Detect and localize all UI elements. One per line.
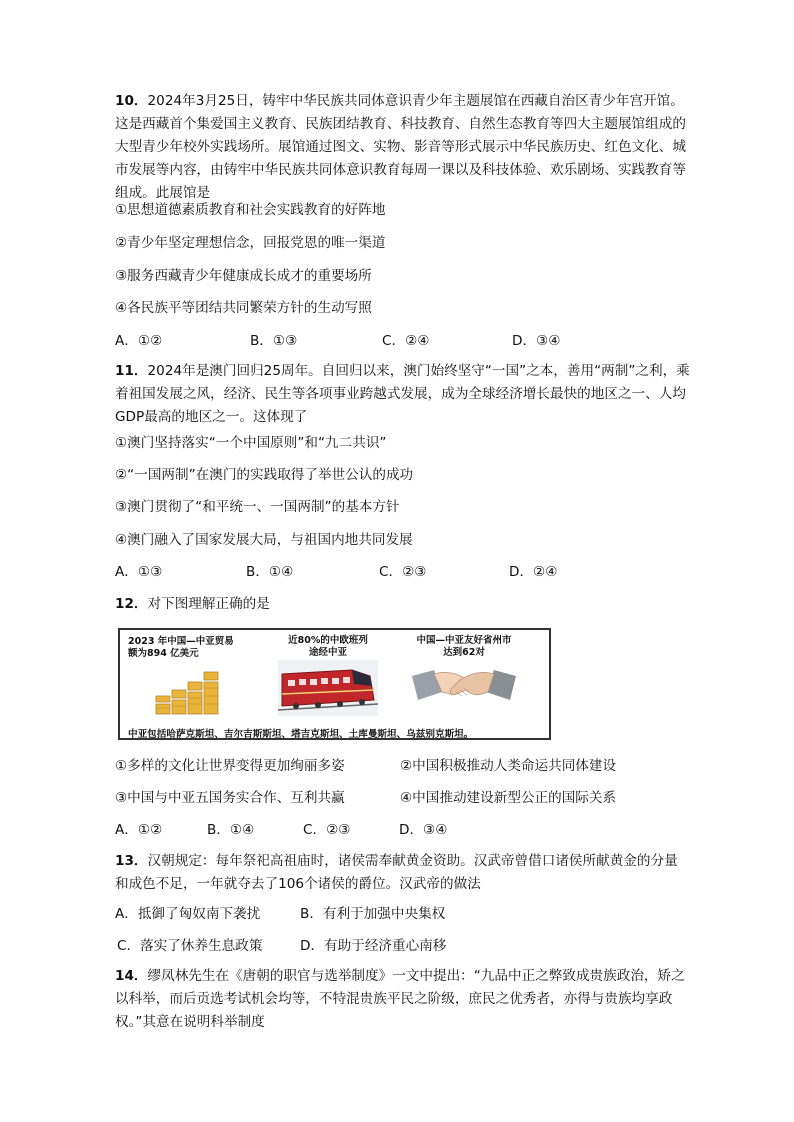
question-number: 13． [115, 853, 148, 869]
option-c[interactable]: C．落实了休养生息政策 [117, 938, 263, 954]
option-b[interactable]: B．①④ [246, 564, 294, 580]
q10-item-1: ①思想道德素质教育和社会实践教育的好阵地 [115, 202, 386, 218]
option-a[interactable]: A．①② [115, 822, 163, 838]
figure-friendship-text-1: 中国—中亚友好省州市 [416, 635, 512, 646]
option-c[interactable]: C．②④ [382, 333, 430, 349]
question-10-stem [115, 90, 690, 205]
q10-item-4: ④各民族平等团结共同繁荣方针的生动写照 [115, 300, 372, 316]
option-b[interactable]: B．①③ [250, 333, 298, 349]
figure-trade-text: 2023 年中国—中亚贸易额为894 亿美元 [128, 636, 234, 659]
question-11-stem [115, 360, 690, 429]
q11-item-4: ④澳门融入了国家发展大局，与祖国内地共同发展 [115, 532, 413, 548]
option-b[interactable]: B．有利于加强中央集权 [300, 906, 446, 922]
question-number: 10． [115, 93, 148, 109]
question-14-stem [115, 965, 690, 1034]
question-number: 11． [115, 363, 148, 379]
option-a[interactable]: A．抵御了匈奴南下袭扰 [115, 906, 261, 922]
option-d[interactable]: D．②④ [509, 564, 558, 580]
question-number: 12． [115, 596, 148, 612]
figure-friendship-text-2: 达到62对 [443, 647, 485, 658]
option-b[interactable]: B．①④ [207, 822, 255, 838]
q10-item-2: ②青少年坚定理想信念，回报党恩的唯一渠道 [115, 235, 386, 251]
question-text: 对下图理解正确的是 [147, 596, 270, 612]
option-d[interactable]: D．③④ [512, 333, 561, 349]
option-c[interactable]: C．②③ [379, 564, 427, 580]
option-a[interactable]: A．①③ [115, 564, 163, 580]
option-a[interactable]: A．①② [115, 333, 163, 349]
q11-item-2: ②“一国两制”在澳门的实践取得了举世公认的成功 [115, 467, 414, 483]
q11-item-1: ①澳门坚持落实“一个中国原则”和“九二共识” [115, 435, 387, 451]
q12-item-1: ①多样的文化让世界变得更加绚丽多姿 [115, 758, 345, 774]
option-c[interactable]: C．②③ [303, 822, 351, 838]
figure-train-text-1: 近80%的中欧班列 [288, 635, 368, 646]
q12-item-2: ②中国积极推动人类命运共同体建设 [400, 758, 617, 774]
handshake-icon [412, 662, 516, 716]
question-number: 14． [115, 968, 148, 984]
q12-item-3: ③中国与中亚五国务实合作、互利共赢 [115, 790, 345, 806]
china-central-asia-figure [118, 628, 551, 740]
q12-item-4: ④中国推动建设新型公正的国际关系 [400, 790, 617, 806]
gold-coins-icon [152, 664, 222, 716]
option-d[interactable]: D．有助于经济重心南移 [300, 938, 447, 954]
question-text: 2024年是澳门回归25周年。自回归以来，澳门始终坚守“一国”之本，善用“两制”之利，乘着祖国发展之风，经济、民生等各项事业跨越式发展，成为全球经济增长最快的地区之一、人均GDP最高的地区之一。这体现了 [115, 363, 690, 425]
question-text: 汉朝规定：每年祭祀高祖庙时，诸侯需奉献黄金资助。汉武帝曾借口诸侯所献黄金的分量和成色不足，一年就夺去了106个诸侯的爵位。汉武帝的做法 [115, 853, 678, 892]
question-13-stem [115, 850, 690, 896]
figure-caption: 中亚包括哈萨克斯坦、吉尔吉斯斯坦、塔吉克斯坦、土库曼斯坦、乌兹别克斯坦。 [128, 729, 474, 740]
question-12-stem [115, 593, 690, 616]
q11-item-3: ③澳门贯彻了“和平统一、一国两制”的基本方针 [115, 499, 400, 515]
question-text: 2024年3月25日，铸牢中华民族共同体意识青少年主题展馆在西藏自治区青少年宫开馆。这是西藏首个集爱国主义教育、民族团结教育、科技教育、自然生态教育等四大主题展馆组成的大型青少年校外实践场所。展馆通过图文、实物、影音等形式展示中华民族历史、红色文化、城市发展等内容，由铸牢中华民族共同体意识教育每周一课以及科技体验、欢乐剧场、实践教育等组成。此展馆是 [115, 93, 686, 201]
option-d[interactable]: D．③④ [399, 822, 448, 838]
question-text: 缪凤林先生在《唐朝的职官与选举制度》一文中提出：“九品中正之弊致成贵族政治，矫之以科举，而后贡选考试机会均等，不特混贵族平民之阶级，庶民之优秀者，亦得与贵族均享政权。”其意在说明科举制度 [115, 968, 685, 1030]
train-icon [278, 660, 378, 716]
q10-item-3: ③服务西藏青少年健康成长成才的重要场所 [115, 268, 372, 284]
figure-train-text-2: 途经中亚 [308, 647, 347, 658]
